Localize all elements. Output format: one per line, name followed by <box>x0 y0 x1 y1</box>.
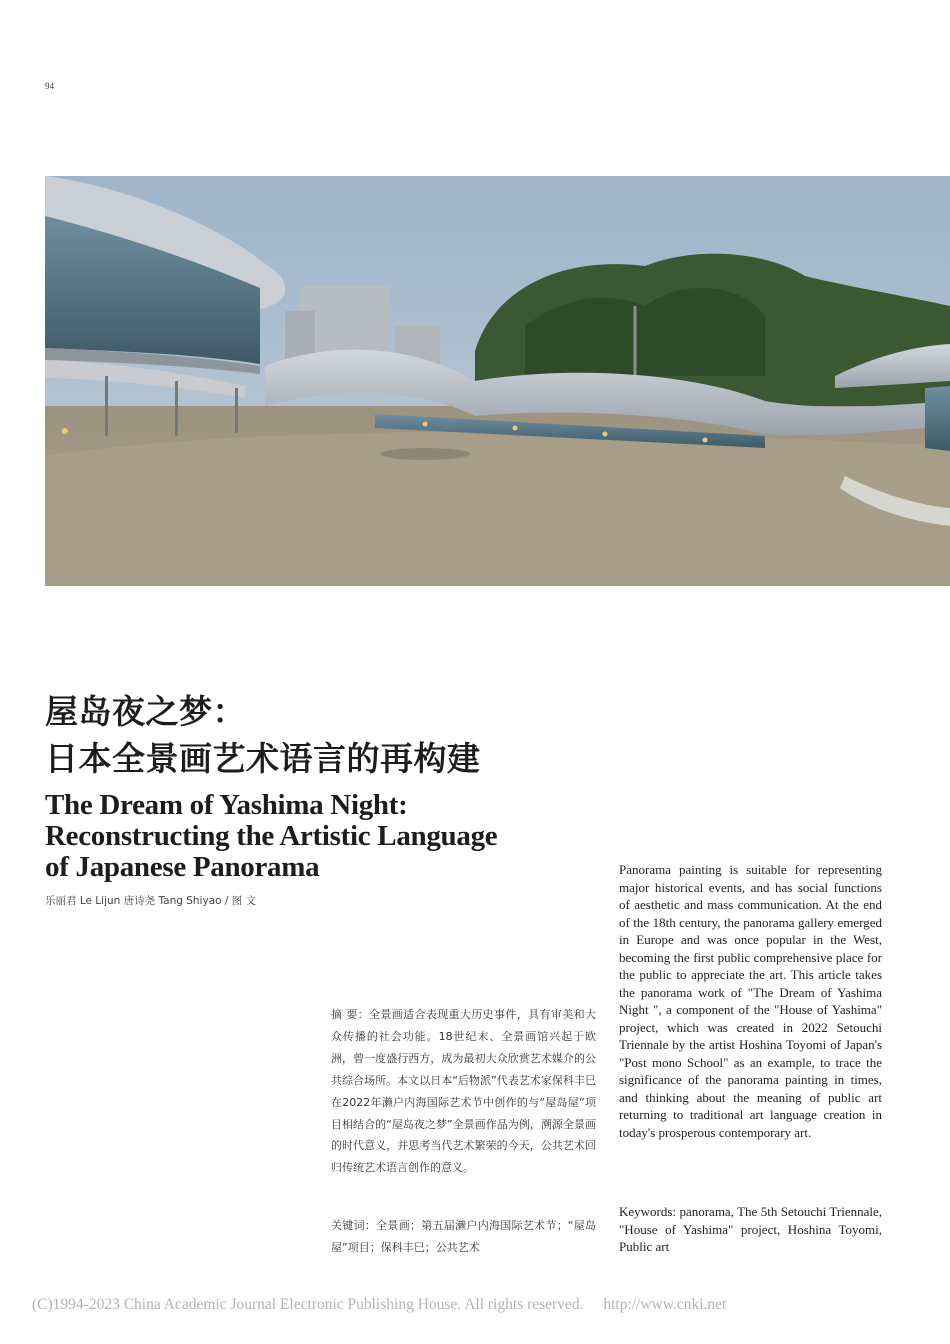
photo-illustration <box>45 176 950 586</box>
english-abstract: Panorama painting is suitable for representing major historical events, and has social functions of aesthetic and mass communication. At the end of the 18th century, the panorama gallery emerged in Europe and was once popular in the West, becoming the first public comprehensive place for the public to appreciate the art. This article takes the panorama work of "The Dream of Yashima Night ", a component of the "House of Yashima" project, which was created in 2022 Setouchi Triennale by the artist Hoshina Toyomi of Japan's "Post mono School" as an example, to trace the significance of the panorama painting in times, and thinking about the meaning of public art returning to traditional art language creation in today's prosperous contemporary art. <box>619 862 882 1140</box>
chinese-title-line-1: 屋岛夜之梦： <box>45 692 246 731</box>
chinese-keywords: 关键词：全景画；第五届濑户内海国际艺术节；“屋岛屋”项目；保科丰巳；公共艺术 <box>331 1219 596 1254</box>
footer-url[interactable]: http://www.cnki.net <box>603 1296 727 1313</box>
copyright-footer <box>32 1296 726 1314</box>
chinese-abstract: 摘 要：全景画适合表现重大历史事件，具有审美和大众传播的社会功能。18世纪末、全景画馆兴起于欧洲，曾一度盛行西方，成为最初大众欣赏艺术媒介的公共综合场所。本文以日本“后物派”代表艺术家保科丰巳在2022年濑户内海国际艺术节中创作的与“屋岛屋”项目相结合的“屋岛夜之梦”全景画作品为例，溯源全景画的时代意义，并思考当代艺术繁荣的今天，公共艺术回归传统艺术语言创作的意义。 <box>331 1008 596 1175</box>
chinese-title-line-2: 日本全景画艺术语言的再构建 <box>45 739 481 778</box>
english-title-line-2: Reconstructing the Artistic Language <box>45 820 498 852</box>
english-keywords: Keywords: panorama, The 5th Setouchi Triennale, "House of Yashima" project, Hoshina Toyomi, Public art <box>619 1204 882 1254</box>
page-number: 94 <box>45 81 54 91</box>
copyright-text: (C)1994-2023 China Academic Journal Electronic Publishing House. All rights reserved. <box>32 1296 584 1313</box>
english-title-line-3: of Japanese Panorama <box>45 851 320 883</box>
round-bench <box>380 448 470 460</box>
author-byline: 乐丽君 Le Lijun 唐诗尧 Tang Shiyao / 图 文 <box>45 895 257 907</box>
english-title <box>45 790 497 883</box>
cover-photo-architecture <box>45 176 950 586</box>
chinese-title <box>45 688 481 782</box>
english-title-line-1: The Dream of Yashima Night: <box>45 789 408 821</box>
